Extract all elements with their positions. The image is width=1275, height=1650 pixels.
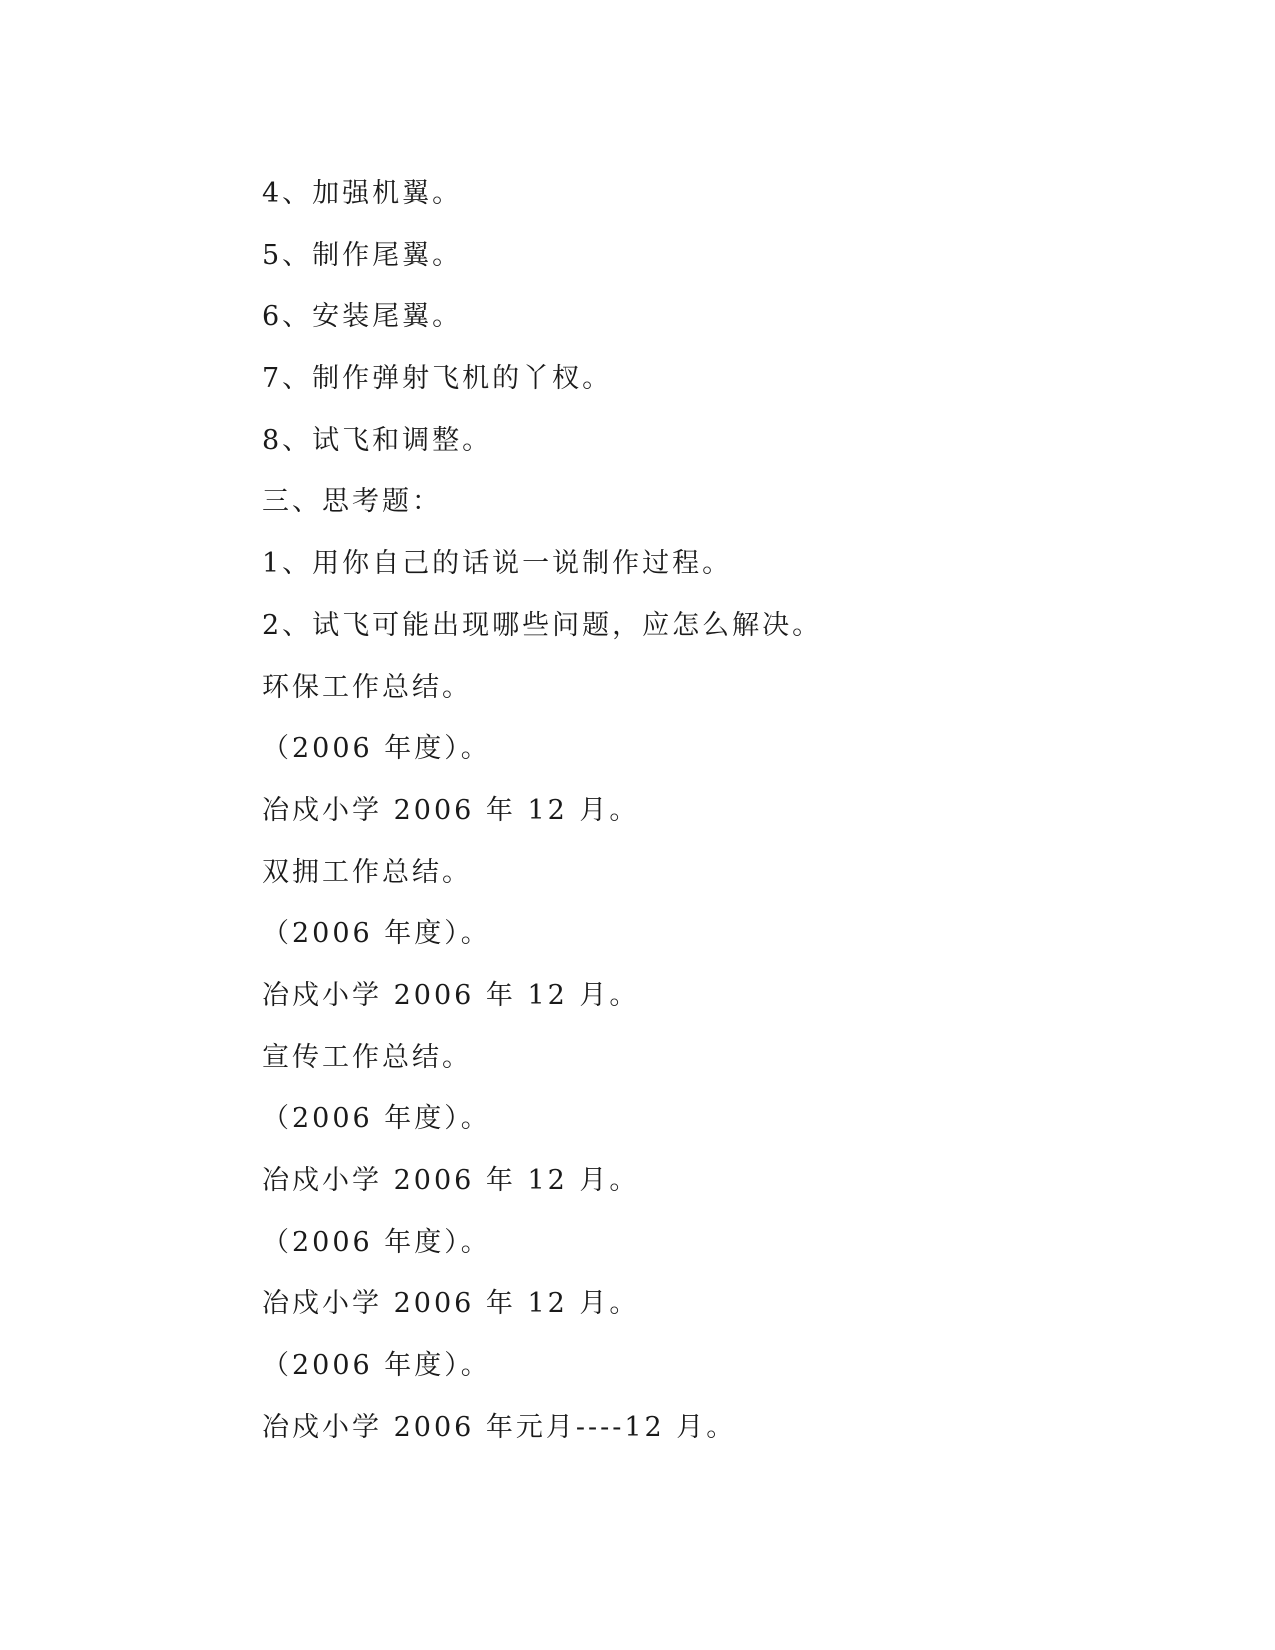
step-6-line: 6、安装尾翼。 — [262, 301, 463, 333]
question-2-line: 2、试飞可能出现哪些问题，应怎么解决。 — [262, 609, 823, 641]
report-year-line: （2006 年度）。 — [262, 1350, 491, 1382]
question-1-line: 1、用你自己的话说一说制作过程。 — [262, 548, 733, 580]
section-heading-questions: 三、思考题： — [262, 486, 442, 518]
step-4-line: 4、加强机翼。 — [262, 178, 463, 209]
report-year-line: （2006 年度）。 — [262, 1226, 491, 1258]
report-year-line: （2006 年度）。 — [262, 733, 491, 765]
step-8-line: 8、试飞和调整。 — [262, 424, 493, 456]
report-signature-line: 冶戍小学 2006 年 12 月。 — [262, 1165, 640, 1196]
report-year-line: （2006 年度）。 — [262, 1103, 491, 1135]
document-body — [262, 163, 1162, 1458]
step-7-line: 7、制作弹射飞机的丫杈。 — [262, 363, 613, 395]
report-year-line: （2006 年度）。 — [262, 918, 491, 950]
report-signature-line: 冶戍小学 2006 年 12 月。 — [262, 979, 640, 1011]
report-signature-line: 冶戍小学 2006 年元月----12 月。 — [262, 1411, 737, 1443]
report-title-environment: 环保工作总结。 — [262, 671, 472, 703]
report-signature-line: 冶戍小学 2006 年 12 月。 — [262, 794, 640, 826]
report-signature-line: 冶戍小学 2006 年 12 月。 — [262, 1288, 640, 1320]
report-title-publicity: 宣传工作总结。 — [262, 1041, 472, 1073]
step-5-line: 5、制作尾翼。 — [262, 239, 463, 271]
report-title-shuangyong: 双拥工作总结。 — [262, 856, 472, 888]
